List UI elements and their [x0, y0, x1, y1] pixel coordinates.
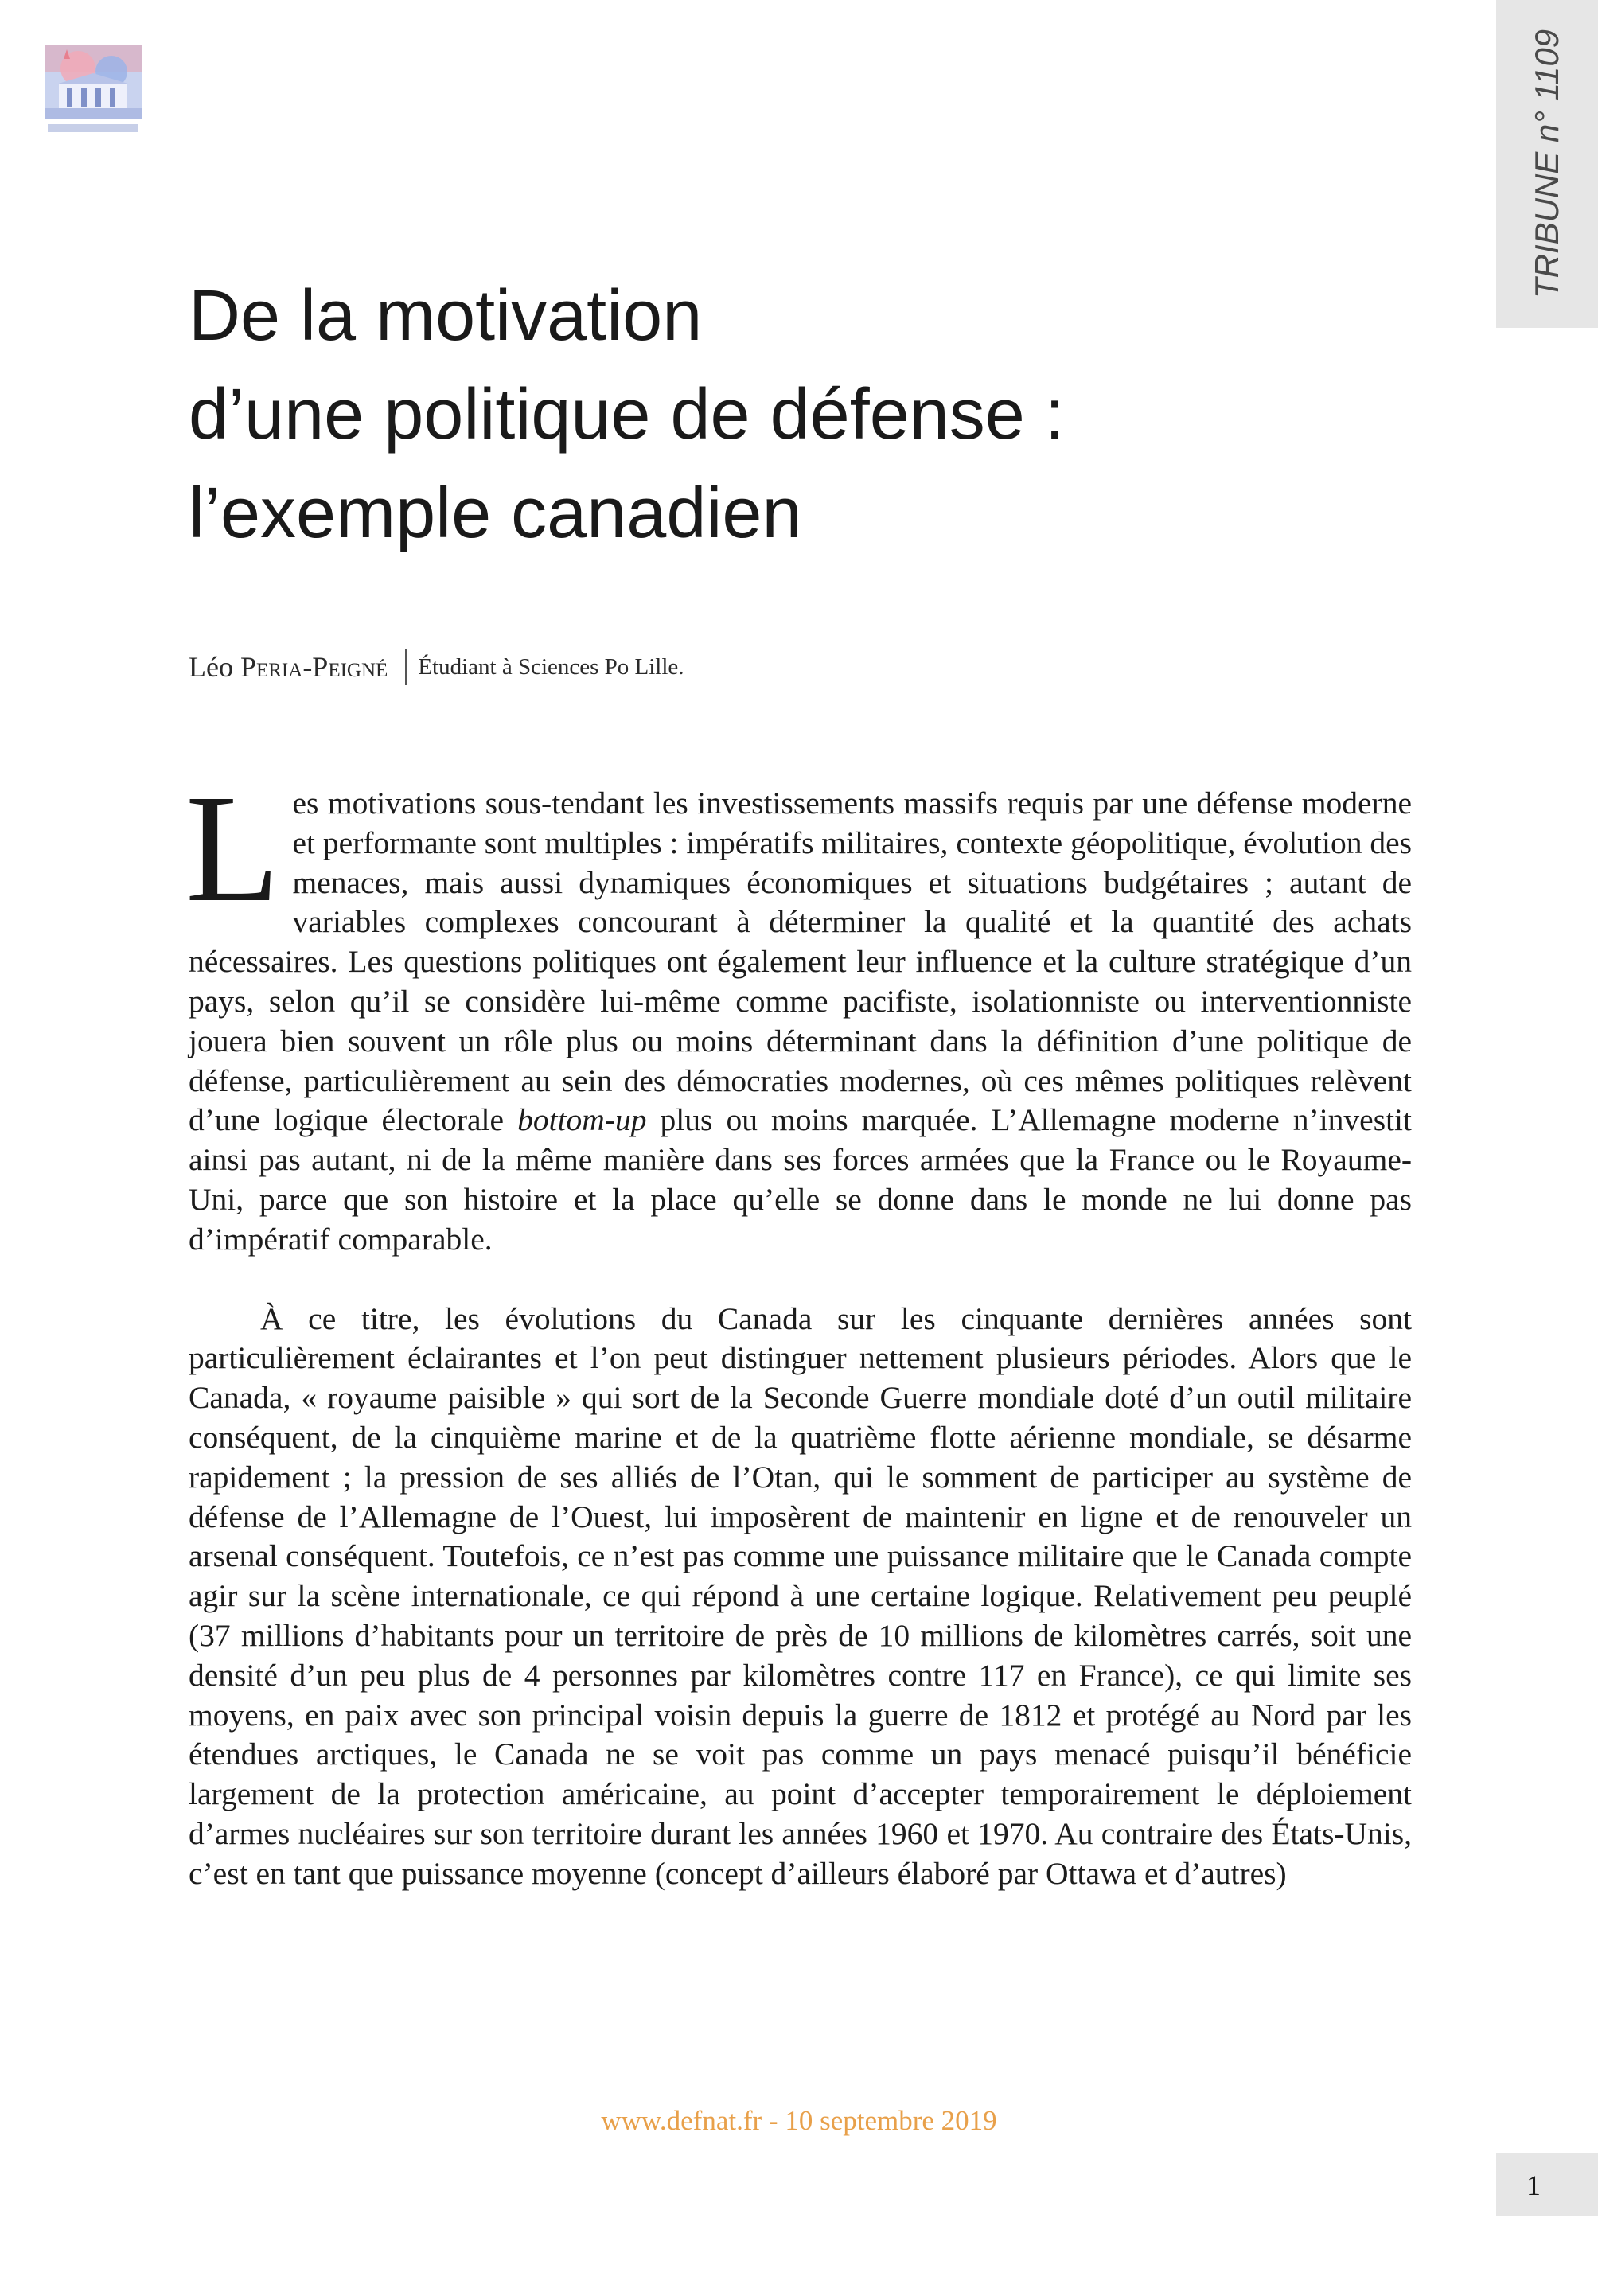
page-number: 1 [1526, 2169, 1541, 2201]
tribune-number: TRIBUNE n° 1109 [1528, 29, 1565, 299]
title-line-3: l’exemple canadien [189, 474, 802, 553]
article-body [185, 762, 1413, 1894]
tribune-tab [1496, 0, 1598, 328]
paragraph-1 [185, 762, 1413, 1260]
author-last-name: Peria-Peigné [240, 651, 388, 683]
paragraph-2: À ce titre, les évolutions du Canada sur les cinquante dernières années sont particulièrement éclairantes et l’on peut distinguer nettement plusieurs périodes. Alors que le Canada, « royaume paisible » qui sort de la Seconde Guerre mondiale doté d’un outil militaire conséquent, de la cinquième marine et de la quatrième flotte aérienne mondiale, se désarme rapidement ; la pression de ses alliés de l’Otan, qui le somment de participer au système de défense de l’Allemagne de l’Ouest, lui imposèrent de maintenir en ligne et de renouveler un arsenal conséquent. Toutefois, ce n’est pas comme une puissance militaire que le Canada compte agir sur la scène internationale, ce qui répond à une certaine logique. Relativement peu peuplé (37 millions d’habitants pour un territoire de près de 10 millions de kilomètres carrés, soit une densité d’un peu plus de 4 personnes par kilomètres contre 117 en France), ce qui limite ses moyens, en paix avec son principal voisin depuis la guerre de 1812 et protégé au Nord par les étendues arctiques, le Canada ne se voit pas comme un pays menacé puisqu’il bénéficie largement de la protection américaine, au point d’accepter temporairement le déploiement d’armes nucléaires sur son territoire durant les années 1960 et 1970. Au contraire des États-Unis, c’est en tant que puissance moyenne (concept d’ailleurs élaboré par Ottawa et d’autres) [189, 1300, 1412, 1891]
title-line-1: De la motivation [189, 276, 703, 356]
page-number-tab [1496, 2153, 1598, 2216]
article-title [189, 267, 1382, 563]
paragraph-1-emphasis: bottom-up [517, 1102, 647, 1138]
author-name [189, 650, 388, 684]
author-first-name: Léo [189, 651, 233, 683]
footer-website-date: www.defnat.fr - 10 septembre 2019 [601, 2105, 997, 2136]
title-line-2: d’une politique de défense : [189, 375, 1065, 454]
paragraph-1-text-b: plus ou moins marquée. L’Allemagne moderne n’investit ainsi pas autant, ni de la même manière dans ses forces armées que la France ou le Royaume-Uni, parce que son histoire et la place qu’elle se donne dans le monde ne lui donne pas d’impératif comparable. [189, 1102, 1413, 1257]
drop-cap: L [185, 762, 280, 934]
byline [189, 649, 684, 685]
byline-divider [405, 649, 407, 685]
author-affiliation: Étudiant à Sciences Po Lille. [418, 653, 684, 680]
paragraph-1-text-a: es motivations sous-tendant les investissements massifs requis par une défense moderne et performante sont multiples : impératifs militaires, contexte géopolitique, évolution des menaces, mais aussi dynamiques économiques et situations budgétaires ; autant de variables complexes concourant à déterminer la qualité et la quantité des achats nécessaires. Les questions politiques ont également leur influence et la culture stratégique d’un pays, selon qu’il se considère lui-même comme pacifiste, isolationniste ou interventionniste jouera bien souvent un rôle plus ou moins déterminant dans la définition d’une politique de défense, particulièrement au sein des démocraties modernes, où ces mêmes politiques relèvent d’une logique électorale [189, 785, 1412, 1138]
publication-logo [45, 45, 142, 138]
